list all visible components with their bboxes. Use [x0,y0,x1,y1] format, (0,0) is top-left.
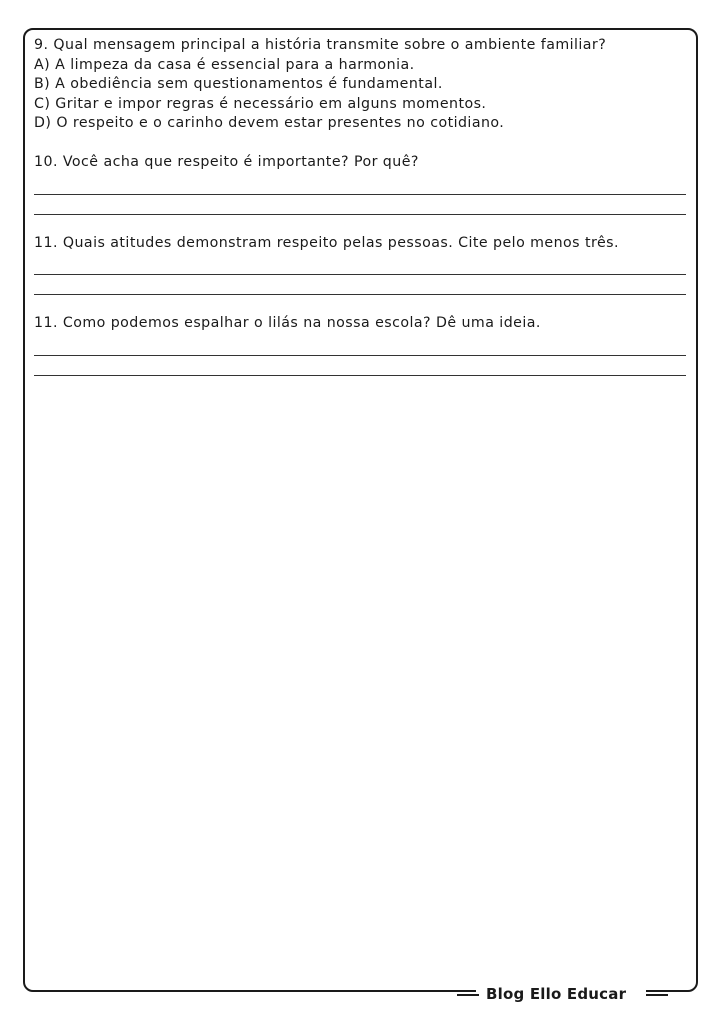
question-10 [34,153,686,215]
answer-area-11b[interactable] [34,336,686,376]
question-9 [34,36,686,134]
option-d: D) O respeito e o carinho devem estar presentes no cotidiano. [34,115,505,132]
answer-area-11a[interactable] [34,255,686,295]
answer-line[interactable] [34,275,686,295]
footer-dash-right [646,994,668,996]
option-a: A) A limpeza da casa é essencial para a harmonia. [34,56,415,73]
footer [0,984,724,1008]
option-c: C) Gritar e impor regras é necessário em alguns momentos. [34,95,487,112]
answer-line[interactable] [34,175,686,195]
answer-line[interactable] [34,255,686,275]
answer-line[interactable] [34,356,686,376]
footer-dash-left [457,994,479,996]
question-11b [34,314,686,376]
question-11a [34,234,686,296]
worksheet-content [34,36,686,376]
answer-line[interactable] [34,336,686,356]
question-9-text: 9. Qual mensagem principal a história transmite sobre o ambiente familiar? [34,37,607,53]
question-11b-text: 11. Como podemos espalhar o lilás na nossa escola? Dê uma ideia. [34,315,541,332]
option-b: B) A obediência sem questionamentos é fundamental. [34,76,443,93]
answer-area-10[interactable] [34,175,686,215]
footer-brand: Blog Ello Educar [486,985,627,1003]
question-10-text: 10. Você acha que respeito é importante? Por quê? [34,153,419,170]
question-11a-text: 11. Quais atitudes demonstram respeito pelas pessoas. Cite pelo menos três. [34,234,619,251]
answer-line[interactable] [34,195,686,215]
